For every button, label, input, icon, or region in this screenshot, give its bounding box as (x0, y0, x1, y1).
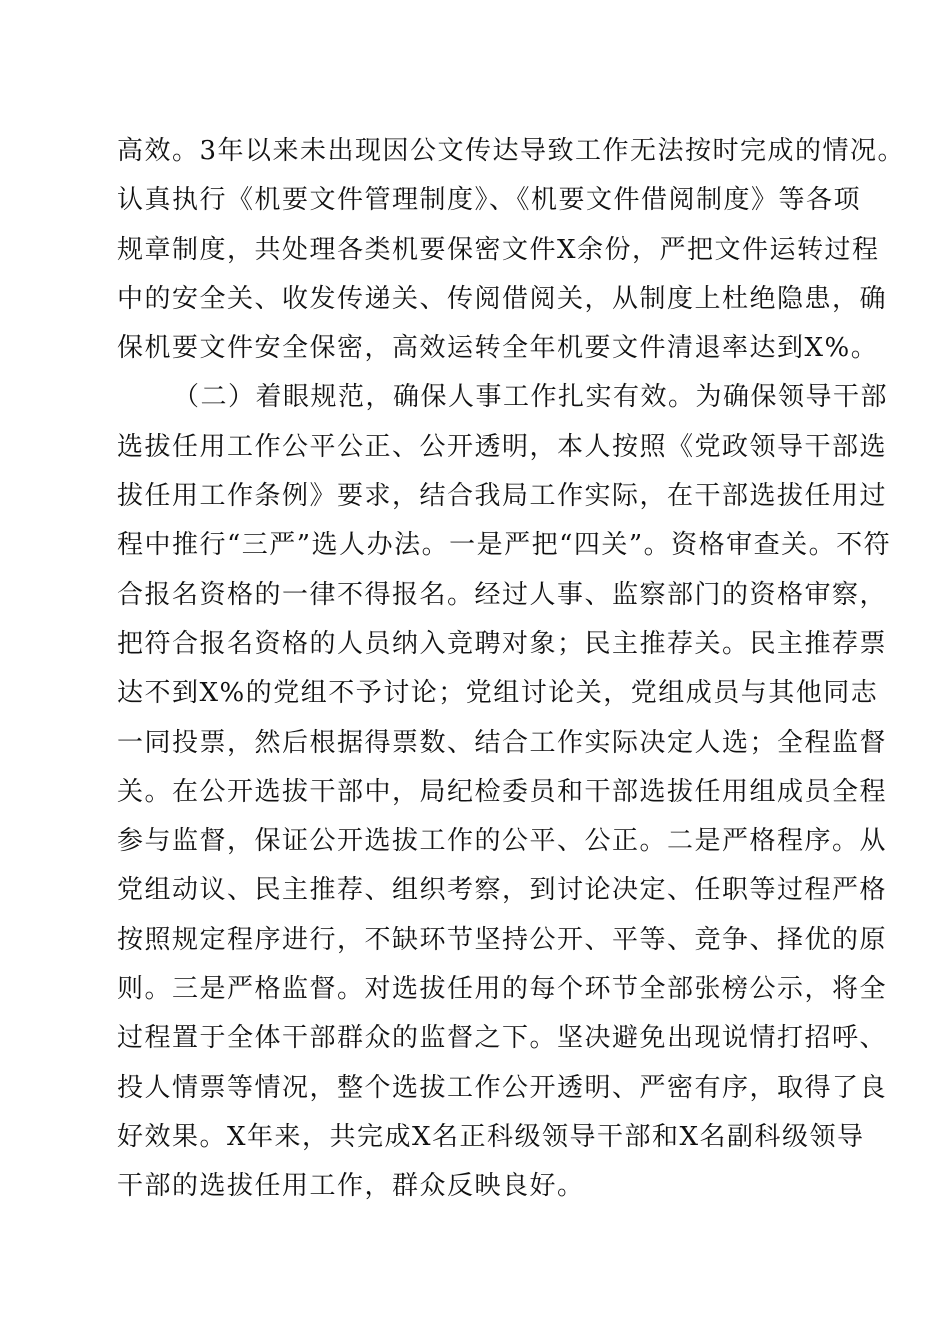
text-line: 好效果。X年来，共完成X名正科级领导干部和X名副科级领导 (117, 1121, 865, 1152)
text-line: 则。三是严格监督。对选拔任用的每个环节全部张榜公示，将全 (117, 974, 888, 1005)
text-line: 干部的选拔任用工作，群众反映良好。 (117, 1171, 585, 1202)
text-line: 规章制度，共处理各类机要保密文件X余份，严把文件运转过程 (117, 234, 880, 265)
text-line: 合报名资格的一律不得报名。经过人事、监察部门的资格审察， (117, 579, 888, 610)
body-text (117, 127, 906, 1212)
text-line: 按照规定程序进行，不缺环节坚持公开、平等、竞争、择优的原 (117, 924, 888, 955)
text-line: 选拔任用工作公平公正、公开透明，本人按照《党政领导干部选 (117, 431, 888, 462)
text-line: 拔任用工作条例》要求，结合我局工作实际，在干部选拔任用过 (117, 481, 888, 512)
text-line: 过程置于全体干部群众的监督之下。坚决避免出现说情打招呼、 (117, 1023, 888, 1054)
text-line: 投人情票等情况，整个选拔工作公开透明、严密有序，取得了良 (117, 1072, 888, 1103)
text-line: 高效。3年以来未出现因公文传达导致工作无法按时完成的情况。 (117, 136, 906, 166)
text-line: 程中推行“三严”选人办法。一是严把“四关”。资格审查关。不符 (117, 530, 892, 561)
text-line: 认真执行《机要文件管理制度》、《机要文件借阅制度》等各项 (117, 185, 862, 216)
text-line: 把符合报名资格的人员纳入竞聘对象；民主推荐关。民主推荐票 (117, 628, 888, 659)
text-line: 中的安全关、收发传递关、传阅借阅关，从制度上杜绝隐患，确 (117, 283, 888, 314)
section-heading-line: （二）着眼规范，确保人事工作扎实有效。为确保领导干部 (173, 382, 889, 413)
text-line: 一同投票，然后根据得票数、结合工作实际决定人选；全程监督 (117, 727, 888, 758)
text-line: 参与监督，保证公开选拔工作的公平、公正。二是严格程序。从 (117, 826, 888, 857)
text-line: 关。在公开选拔干部中，局纪检委员和干部选拔任用组成员全程 (117, 776, 888, 807)
text-line: 达不到X%的党组不予讨论；党组讨论关，党组成员与其他同志 (117, 678, 879, 709)
text-line: 保机要文件安全保密，高效运转全年机要文件清退率达到X%。 (117, 333, 879, 364)
text-line: 党组动议、民主推荐、组织考察，到讨论决定、任职等过程严格 (117, 875, 888, 906)
